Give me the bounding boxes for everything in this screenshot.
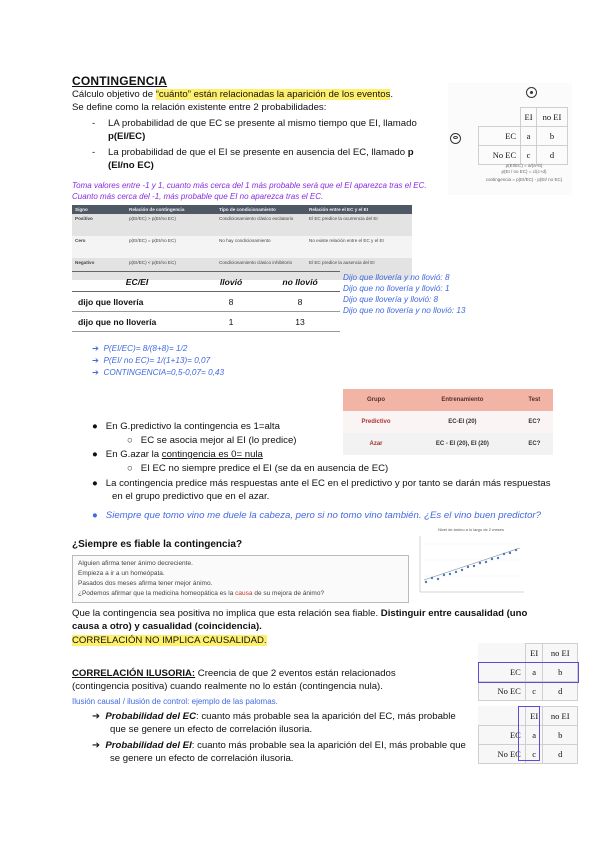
header-ei: EI: [525, 707, 543, 726]
table-cell: p(EI/EC) > p(EI/no EC): [126, 214, 216, 236]
chart-svg: [412, 532, 530, 598]
row-ec: EC: [479, 127, 521, 146]
list-item: [72, 147, 442, 172]
table-cell: Positivo: [72, 214, 126, 236]
quote-box: [72, 555, 409, 603]
cell-a: a: [525, 663, 543, 682]
calc-text: P(EI/ no EC)= 1/(1+13)= 0,07: [103, 356, 211, 365]
table-cell: Cero: [72, 236, 126, 258]
header-no-ei: no EI: [536, 108, 567, 127]
ec-ei-table: [478, 107, 568, 165]
header-cell: no llovió: [260, 272, 340, 292]
body-text: Creencia de que 2 eventos están relacionados (contingencia positiva) cuando realmente no lo están (contingencia nula).: [72, 668, 396, 692]
table-cell: 8: [260, 292, 340, 312]
bullet-text: En G.azar la: [105, 449, 162, 460]
ilusoria-point: [92, 711, 470, 736]
calc-line: [92, 355, 332, 367]
small-table-ei: [478, 706, 578, 764]
page-title: CONTINGENCIA: [72, 74, 168, 88]
table-cell: 1: [202, 312, 260, 332]
section-heading: ¿Siempre es fiable la contingencia?: [72, 539, 243, 550]
cell-d: d: [543, 745, 578, 764]
row-ec: EC: [479, 663, 526, 682]
calc-line: [92, 367, 332, 379]
formula: contingencia = p(EI/EC) - p(EI/ no EC): [485, 177, 563, 182]
bullet-item: ● En G.predictivo la contingencia es 1=alta: [92, 421, 280, 432]
highlighted-text: “cuánto” están relacionadas la aparición de los eventos: [155, 89, 391, 100]
row-ec: EC: [479, 726, 526, 745]
item-formula: p(EI/EC): [108, 130, 146, 142]
ec-ei-table: [478, 643, 578, 701]
cell-c: c: [525, 682, 543, 701]
calc-text: P(EI/EC)= 8/(8+8)= 1/2: [103, 344, 188, 353]
empty-cell: [479, 108, 521, 127]
bullet-text: Siempre que tomo vino me duele la cabeza, pero si no tomo vino también. ¿Es el vino buen predictor?: [105, 510, 541, 521]
ilusoria-point: [92, 740, 470, 765]
table-cell: El EC predice la ausencia del EI: [306, 258, 412, 280]
cell-b: b: [543, 726, 578, 745]
table-cell: EC - EI (20), EI (20): [409, 433, 516, 455]
intro-text: Cálculo objetivo de: [72, 89, 156, 100]
bullet-item: ● La contingencia predice más respuestas ante el EC en el predictivo y por tanto se darán más respuestas en el grupo predictivo que en el azar.: [92, 478, 551, 502]
cell-d: d: [536, 146, 567, 165]
row-no-ec: No EC: [479, 682, 526, 701]
item-text: La probabilidad de que el EI se presente en ausencia del EC, llamado: [108, 147, 408, 158]
quote-line: Alguien afirma tener ánimo decreciente.: [78, 560, 193, 567]
header-cell: Relación entre el EC y el EI: [306, 205, 412, 214]
table-cell: p(EI/EC) = p(EI/no EC): [126, 236, 216, 258]
table-cell: No existe relación entre el EC y el EI: [306, 236, 412, 258]
bullet-item: ● En G.azar la contingencia es 0= nula: [92, 449, 263, 460]
table-cell: Negativo: [72, 258, 126, 280]
table-cell: p(EI/EC) < p(EI/no EC): [126, 258, 216, 280]
sub-bullet-item: ○ EI EC no siempre predice el EI (se da en ausencia de EC): [127, 463, 389, 474]
body-text: Que la contingencia sea positiva no implica que esta relación sea fiable.: [72, 608, 381, 619]
cell-a: a: [521, 127, 537, 146]
header-cell: Relación de contingencia: [126, 205, 216, 214]
note-line: Dijo que no llovería y llovió: 1: [343, 284, 450, 293]
group-table: [343, 389, 553, 455]
rain-table: [72, 271, 340, 332]
table-cell: No hay condicionamiento: [216, 236, 306, 258]
header-cell: Grupo: [343, 389, 409, 411]
row-label: dijo que no llovería: [72, 312, 202, 332]
list-item: [72, 118, 442, 143]
bullet-text: EI EC no siempre predice el EI (se da en ausencia de EC): [140, 463, 389, 474]
note-line: Dijo que llovería y llovió: 8: [343, 295, 439, 304]
cell-c: c: [521, 146, 537, 165]
blue-note: Ilusión causal / ilusión de control: ejemplo de las palomas.: [72, 697, 278, 706]
arrow-icon: ➔: [92, 711, 101, 722]
rain-notes: [343, 272, 543, 316]
cell-d: d: [543, 682, 578, 701]
cell-a: a: [525, 726, 543, 745]
header-no-ei: no EI: [543, 644, 578, 663]
highlight-line: [72, 635, 267, 648]
fiable-text: [72, 608, 532, 633]
bullet-text: En G.predictivo la contingencia es 1=alta: [105, 421, 280, 432]
formula: p(EI / no EC) = c/(c+d): [501, 169, 547, 174]
note-line: Dijo que no llovería y no llovió: 13: [343, 306, 466, 315]
column-highlight: [518, 706, 540, 761]
row-no-ec: No EC: [479, 745, 526, 764]
highlighted-text: CORRELACIÓN NO IMPLICA CAUSALIDAD.: [72, 635, 267, 646]
row-label: dijo que llovería: [72, 292, 202, 312]
table-cell: EC-EI (20): [409, 411, 516, 433]
bold-text: Distinguir entre causalidad (uno causa a otro) y casualidad (coincidencia).: [72, 608, 528, 632]
bullet-text: La contingencia predice más respuestas ante el EC en el predictivo y por tanto se darán más respuestas en el grupo predictivo que en el azar.: [105, 478, 551, 502]
note-line: Dijo que llovería y no llovió: 8: [343, 273, 450, 282]
cell-c: c: [525, 745, 543, 764]
arrow-icon: ➔: [92, 740, 101, 751]
chart-caption: Nivel de ánimo a lo largo de 2 meses: [438, 527, 504, 532]
quote-line: Pasados dos meses afirma tener mejor ánimo.: [78, 580, 213, 587]
header-cell: Signo: [72, 205, 126, 214]
section-heading: CORRELACIÓN ILUSORIA:: [72, 668, 196, 679]
arrow-icon: ➔: [92, 368, 99, 377]
header-no-ei: no EI: [543, 707, 578, 726]
table-cell: EC?: [516, 433, 553, 455]
item-text: LA probabilidad de que EC se presente al mismo tiempo que EI, llamado: [108, 118, 417, 129]
table-cell: Condicionamiento clásico inhibitorio: [216, 258, 306, 280]
quote-line: Empieza a ir a un homeópata.: [78, 570, 165, 577]
table-cell: 13: [260, 312, 340, 332]
item-formula: p (EI/no EC): [108, 147, 414, 171]
calculations: [92, 343, 332, 379]
calc-line: [92, 343, 332, 355]
food-icon: [450, 133, 461, 144]
table-cell: Condicionamiento clásico excitatorio: [216, 214, 306, 236]
body-text: : cuanto más probable sea la aparición del EI, más probable que se genere un efecto de correlación ilusoria.: [110, 740, 466, 764]
mood-chart: [412, 527, 530, 601]
cell-b: b: [543, 663, 578, 682]
arrow-icon: ➔: [92, 356, 99, 365]
probability-list: [72, 118, 442, 172]
bell-icon: [526, 87, 537, 98]
header-ei: EI: [521, 108, 537, 127]
bold-text: Probabilidad del EC: [105, 711, 197, 722]
table-cell: 8: [202, 292, 260, 312]
body-text: : cuanto más probable sea la aparición del EC, más probable que se genere un efecto de correlación ilusoria.: [110, 711, 456, 735]
bullet-item: ● Siempre que tomo vino me duele la cabeza, pero si no tomo vino también. ¿Es el vino buen predictor?: [92, 510, 541, 521]
formula-block: [478, 163, 570, 183]
sub-bullet-item: ○ EC se asocia mejor al EI (lo predice): [127, 435, 297, 446]
header-cell: Tipo de condicionamiento: [216, 205, 306, 214]
intro-line-2: Se define como la relación existente entre 2 probabilidades:: [72, 102, 327, 113]
chart-points: [425, 549, 517, 583]
formula: p(EI/EC) = a/(a+b): [505, 163, 543, 168]
header-cell: Entrenamiento: [409, 389, 516, 411]
ilusoria-text: [72, 668, 442, 693]
calc-text: CONTINGENCIA=0,5-0,07= 0,43: [103, 368, 225, 377]
table-cell: EC?: [516, 411, 553, 433]
header-cell: EC/EI: [72, 272, 202, 292]
arrow-icon: ➔: [92, 344, 99, 353]
underlined-text: contingencia es 0= nula: [161, 449, 263, 460]
empty-cell: [479, 644, 526, 663]
contingency-table-figure: [448, 83, 572, 195]
cell-b: b: [536, 127, 567, 146]
intro-line-1: [72, 89, 452, 102]
purple-note: Toma valores entre -1 y 1, cuanto más cerca del 1 más probable será que el EI aparezca tras el EC. Cuanto más cerca del -1, más probable que EI no aparezca tras el EC.: [72, 181, 427, 201]
bold-text: Probabilidad del EI: [105, 740, 192, 751]
table-cell: El EC predice la ocurrencia del EI: [306, 214, 412, 236]
small-table-ec: [478, 643, 578, 701]
header-ei: EI: [525, 644, 543, 663]
sign-table: [72, 205, 412, 280]
header-cell: Test: [516, 389, 553, 411]
table-cell: Azar: [343, 433, 409, 455]
header-cell: llovió: [202, 272, 260, 292]
bullet-text: EC se asocia mejor al EI (lo predice): [140, 435, 297, 446]
intro-period: .: [390, 89, 394, 100]
table-cell: Predictivo: [343, 411, 409, 433]
quote-line: ¿Podemos afirmar que la medicina homeopática es la causa de su mejora de ánimo?: [78, 590, 325, 597]
red-word: causa: [235, 590, 253, 597]
row-no-ec: No EC: [479, 146, 521, 165]
